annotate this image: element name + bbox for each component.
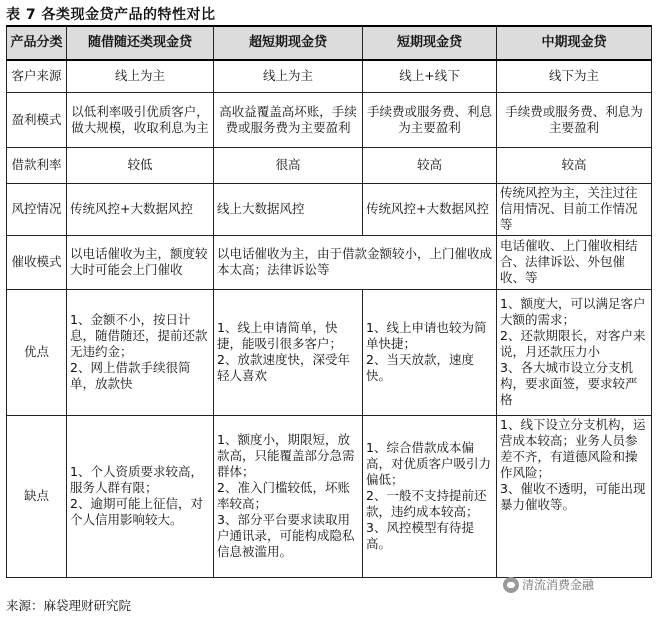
row-interest-rate [7,147,652,183]
row-label: 借款利率 [7,147,67,183]
table-cell: 1、金额不小，按日计息，随借随还，提前还款无违约金； 2、网上借款手续很简单，放款快 [67,289,214,415]
header-medium: 中期现金贷 [497,26,652,60]
header-category: 产品分类 [7,26,67,60]
table-cell: 手续费或服务费、利息为主要盈利 [497,92,652,147]
comparison-table-wrapper [6,25,651,578]
row-label: 催收模式 [7,235,67,289]
watermark [503,576,594,593]
row-advantages [7,289,652,415]
watermark-text: 清流消费金融 [522,578,595,592]
row-customer-source [7,60,652,92]
table-cell: 以低利率吸引优质客户，做大规模，收取利息为主 [67,92,214,147]
row-collection-mode [7,235,652,289]
table-cell: 1、额度大，可以满足客户大额的需求； 2、还款期限长，对客户来说，月还款压力小 3、各大城市设立分支机构，要求面签，要求较严格 [497,289,652,415]
table-cell: 线上为主 [67,60,214,92]
source-note: 来源：麻袋理财研究院 [6,598,132,613]
row-disadvantages [7,415,652,577]
row-label: 风控情况 [7,183,67,235]
comparison-table [6,25,652,578]
table-cell: 1、线上申请也较为简单快捷； 2、当天放款，速度快。 [363,289,497,415]
table-cell: 1、线上申请简单，快捷，能吸引很多客户； 2、放款速度快，深受年轻人喜欢 [214,289,363,415]
header-row [7,26,652,60]
table-cell: 电话催收、上门催收相结合、法律诉讼、外包催收、等 [497,235,652,289]
table-cell: 线上大数据风控 [214,183,363,235]
row-label: 缺点 [7,415,67,577]
header-short: 短期现金贷 [363,26,497,60]
table-cell: 1、线下设立分支机构，运营成本较高；业务人员参差不齐，有道德风险和操作风险； 3、催收不透明，可能出现暴力催收等。 [497,415,652,577]
table-cell: 传统风控+大数据风控 [363,183,497,235]
row-label: 客户来源 [7,60,67,92]
table-cell: 高收益覆盖高坏账，手续费或服务费为主要盈利 [214,92,363,147]
table-cell: 1、综合借款成本偏高，对优质客户吸引力偏低； 2、一般不支持提前还款，违约成本较高； 3、风控模型有待提高。 [363,415,497,577]
table-cell: 传统风控为主，关注过往信用情况、目前工作情况等 [497,183,652,235]
table-cell: 很高 [214,147,363,183]
row-risk-control [7,183,652,235]
table-cell: 以电话催收为主，由于借款金额较小，上门催收成本太高；法律诉讼等 [214,235,497,289]
row-label: 优点 [7,289,67,415]
table-cell: 较高 [363,147,497,183]
table-cell: 以电话催收为主，额度较大时可能会上门催收 [67,235,214,289]
row-label: 盈利模式 [7,92,67,147]
table-cell: 传统风控+大数据风控 [67,183,214,235]
table-cell: 线下为主 [497,60,652,92]
header-ultra-short: 超短期现金贷 [214,26,363,60]
table-cell: 线上+线下 [363,60,497,92]
wechat-icon [503,577,519,593]
table-cell: 较低 [67,147,214,183]
row-profit-model [7,92,652,147]
table-cell: 手续费或服务费、利息为主要盈利 [363,92,497,147]
table-cell: 1、个人资质要求较高，服务人群有限； 2、逾期可能上征信，对个人信用影响较大。 [67,415,214,577]
table-cell: 1、额度小，期限短，放款高，只能覆盖部分急需群体； 2、准入门槛较低，坏账率较高； 3、部分平台要求读取用户通讯录，可能构成隐私信息被滥用。 [214,415,363,577]
table-cell: 较高 [497,147,652,183]
table-cell: 线上为主 [214,60,363,92]
header-on-demand: 随借随还类现金贷 [67,26,214,60]
table-title: 表 7 各类现金贷产品的特性对比 [6,7,216,23]
